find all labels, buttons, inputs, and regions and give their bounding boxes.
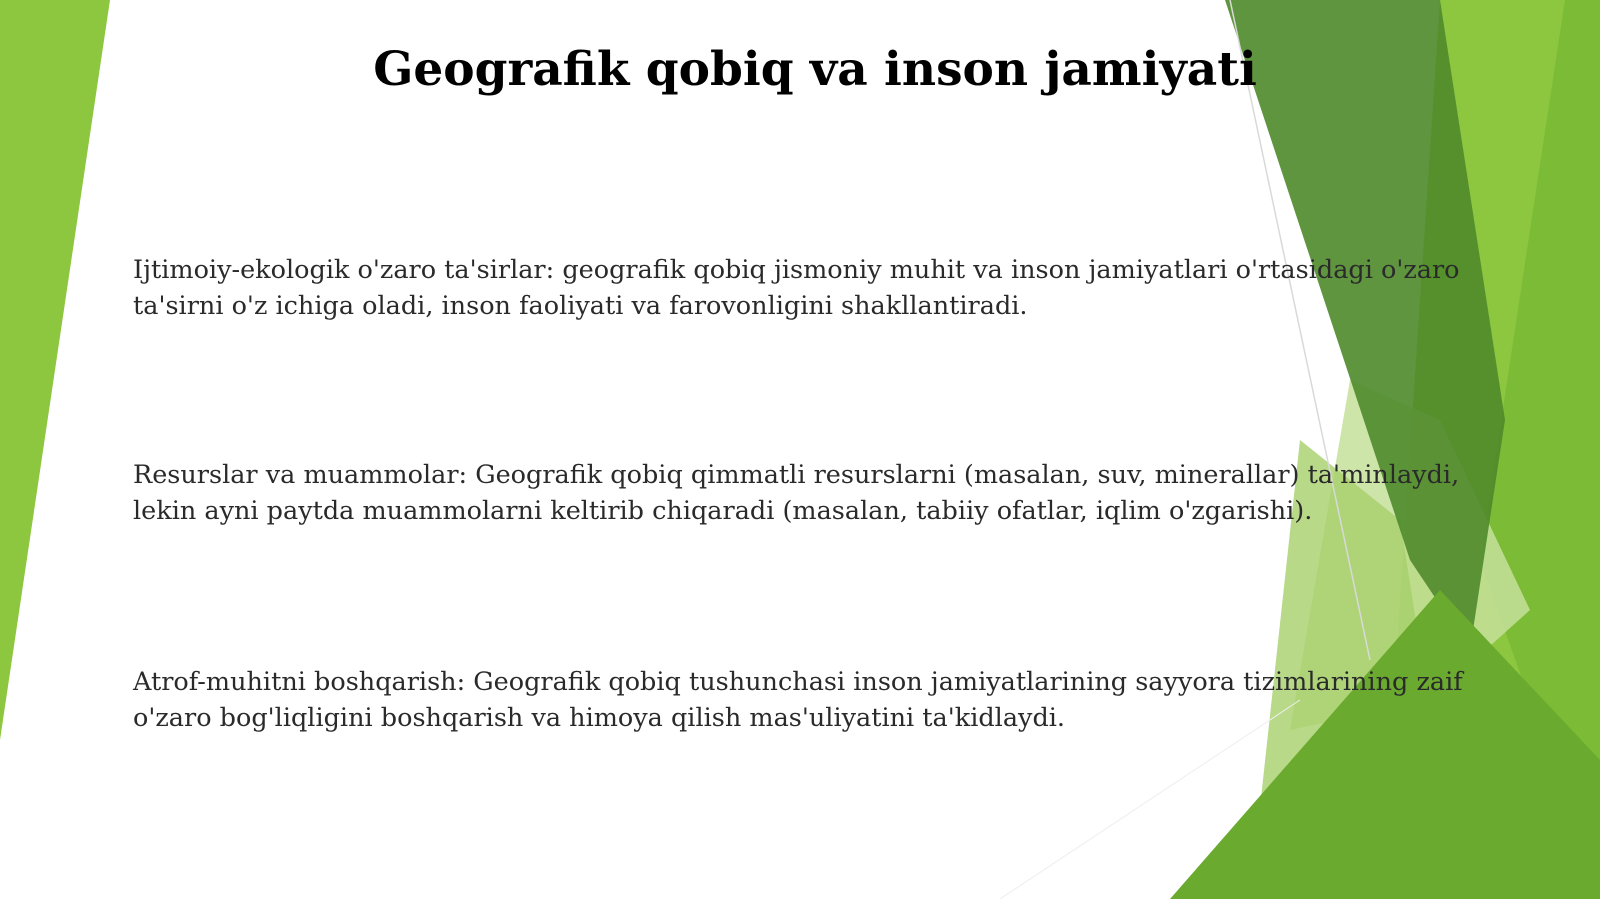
paragraph-social-ecological: Ijtimoiy-ekologik o'zaro ta'sirlar: geografik qobiq jismoniy muhit va inson jamiyatlari o'rtasidagi o'zaro ta'sirni o'z ichiga oladi, inson faoliyati va farovonligini shakllantiradi. bbox=[133, 255, 1460, 321]
left-green-wedge bbox=[0, 0, 110, 740]
paragraph-resources-problems: Resurslar va muammolar: Geografik qobiq qimmatli resurslarni (masalan, suv, minerallar) ta'minlaydi, lekin ayni paytda muammolarni keltirib chiqaradi (masalan, tabiiy ofatlar, iqlim o'zgarishi). bbox=[133, 460, 1460, 526]
paragraph-environment-management: Atrof-muhitni boshqarish: Geografik qobiq tushunchasi inson jamiyatlarining sayyora tizimlarining zaif o'zaro bog'liqligini boshqarish va himoya qilish mas'uliyatini ta'kidlaydi. bbox=[133, 667, 1463, 733]
slide-title: Geografik qobiq va inson jamiyati bbox=[373, 42, 1257, 97]
